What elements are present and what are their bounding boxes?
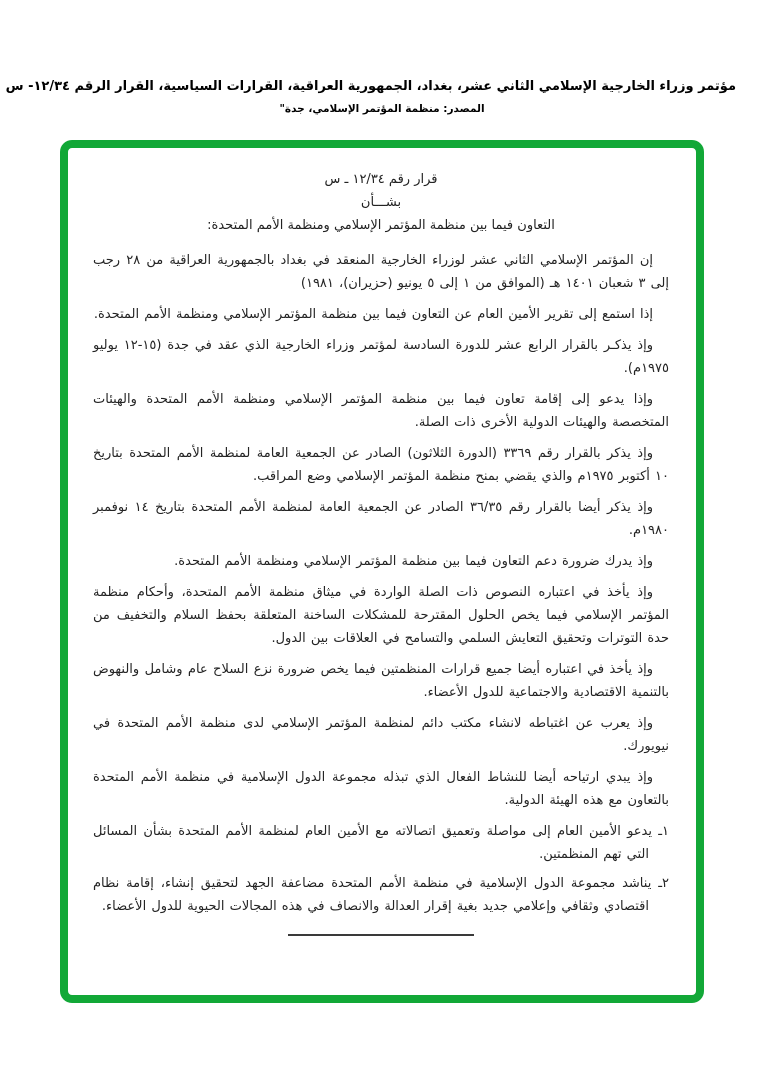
- numbered-item: [93, 820, 669, 866]
- resolution-title-block: [93, 168, 669, 237]
- preamble-paragraph: وإذ يبدي ارتياحه أيضا للنشاط الفعال الذي تبذله مجموعة الدول الإسلامية في منظمة الأمم المتحدة بالتعاون مع هذه الهيئة الدولية.: [93, 770, 669, 808]
- preamble-paragraph: إذا استمع إلى تقرير الأمين العام عن التعاون فيما بين منظمة المؤتمر الإسلامي ومنظمة الأمم المتحدة.: [93, 307, 653, 322]
- preamble-paragraph: وإذ يأخذ في اعتباره أيضا جميع قرارات المنظمتين فيما يخص ضرورة نزع السلاح عام وشامل والنهوض بالتنمية الاقتصادية والاجتماعية للدول الأعضاء.: [93, 662, 669, 700]
- item-number: ٢ـ: [658, 876, 669, 891]
- numbered-item: [93, 872, 669, 918]
- item-text: يدعو الأمين العام إلى مواصلة وتعميق اتصالاته مع الأمين العام لمنظمة الأمم المتحدة بشأن المسائل التي تهم المنظمتين.: [93, 824, 652, 862]
- preamble-paragraph: وإذا يدعو إلى إقامة تعاون فيما بين منظمة المؤتمر الإسلامي ومنظمة الأمم المتحدة والهيئات المتخصصة والهيئات الدولية الأخرى ذات الصلة.: [93, 392, 669, 430]
- preamble-paragraph: وإذ يأخذ في اعتباره النصوص ذات الصلة الواردة في ميثاق منظمة الأمم المتحدة، وأحكام منظمة المؤتمر الإسلامي فيما يخص الحلول المقترحة للمشكلات الساخنة المتعلقة بحفظ السلام والتخفيف من حدة التوترات وتحقيق التعايش السلمي والتسامح في العلاقات بين الدول.: [93, 585, 669, 646]
- document-header: [5, 78, 736, 115]
- item-number: ١ـ: [658, 824, 669, 839]
- preamble-paragraph: وإذ يذكر أيضا بالقرار رقم ٣٦/٣٥ الصادر عن الجمعية العامة لمنظمة الأمم المتحدة بتاريخ ١٤ نوفمبر ١٩٨٠م.: [93, 500, 669, 538]
- resolution-subject-line: التعاون فيما بين منظمة المؤتمر الإسلامي ومنظمة الأمم المتحدة:: [207, 218, 555, 233]
- preamble-paragraph: وإذ يذكـر بالقرار الرابع عشر للدورة السادسة لمؤتمر وزراء الخارجية الذي عقد في جدة (١٢‎-‎١٥ يوليو ١٩٧٥م).: [93, 338, 669, 376]
- preamble-paragraph: وإذ يدرك ضرورة دعم التعاون فيما بين منظمة المؤتمر الإسلامي ومنظمة الأمم المتحدة.: [174, 554, 653, 569]
- document-header-title: مؤتمر وزراء الخارجية الإسلامي الثاني عشر، بغداد، الجمهورية العراقية، القرارات السياسية، القرار الرقم ١٢/٣٤- س: [5, 79, 736, 94]
- preamble-paragraph: إن المؤتمر الإسلامي الثاني عشر لوزراء الخارجية المنعقد في بغداد بالجمهورية العراقية من ٢٨ رجب إلى ٣ شعبان ١٤٠١ هـ (الموافق من ١ إلى ٥ يونيو (حزيران)، ١٩٨١): [93, 253, 669, 291]
- preamble-paragraph: وإذ يذكر بالقرار رقم ٣٣٦٩ (الدورة الثلاثون) الصادر عن الجمعية العامة لمنظمة الأمم المتحدة بتاريخ ١٠ أكتوبر ١٩٧٥م والذي يقضي بمنح منظمة المؤتمر الإسلامي وضع المراقب.: [93, 446, 669, 484]
- end-divider: [288, 934, 474, 936]
- green-border-frame: [60, 140, 704, 1003]
- item-text: يناشد مجموعة الدول الإسلامية في منظمة الأمم المتحدة مضاعفة الجهد لتحقيق إنشاء، إقامة نظام اقتصادي وثقافي وإعلامي جديد بغية إقرار العدالة والانصاف في هذه المجالات الحيوية للدول الأعضاء.: [93, 876, 652, 914]
- regarding-heading: بشـــأن: [360, 195, 402, 210]
- preamble-paragraph: وإذ يعرب عن اغتباطه لانشاء مكتب دائم لمنظمة المؤتمر الإسلامي لدى منظمة الأمم المتحدة في نيويورك.: [93, 716, 669, 754]
- resolution-number-line: قرار رقم ١٢/٣٤ ـ س: [324, 172, 438, 187]
- resolution-body: [93, 249, 669, 936]
- document-source-line: المصدر: منظمة المؤتمر الإسلامي، جدة": [279, 103, 485, 115]
